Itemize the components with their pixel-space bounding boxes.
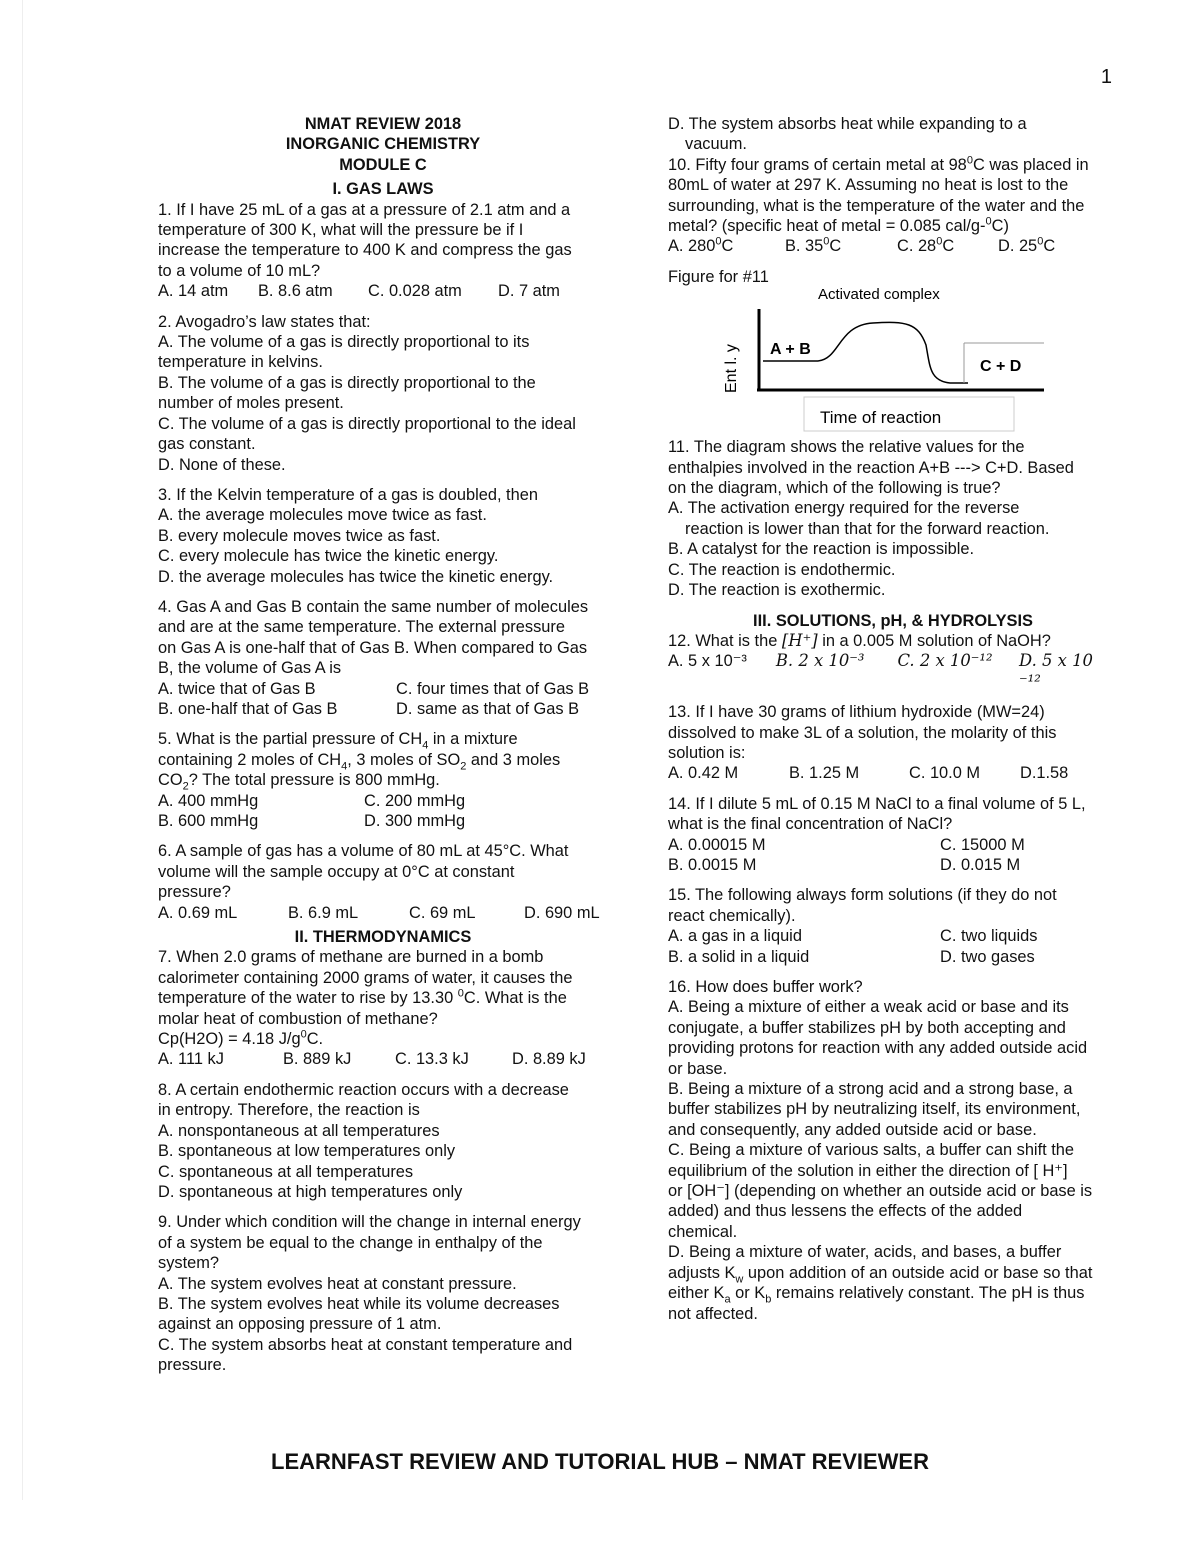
- q9-line: of a system be equal to the change in enthalpy of the: [158, 1233, 543, 1252]
- q16-line: 16. How does buffer work?: [668, 978, 863, 996]
- q1-choice-c: C. 0.028 atm: [368, 282, 462, 301]
- q7-stem-line: Cp(H2O) = 4.18 $J/g^0C$.: [158, 1028, 324, 1049]
- enthalpy-diagram: [668, 287, 1118, 433]
- page-number: 1: [1100, 66, 1112, 88]
- q1-stem-line: temperature of 300 K, what will the pressure be if I: [158, 221, 524, 240]
- q2-line: gas constant.: [158, 435, 256, 454]
- q10-choice-a: A. $280^0C$: [668, 235, 734, 256]
- q1-choice-a: A. 14 atm: [158, 282, 229, 301]
- q4-stem-line: on Gas A is one-half that of Gas B. When compared to Gas: [158, 638, 588, 657]
- q16-line: D. Being a mixture of water, acids, and bases, a buffer: [668, 1243, 1062, 1262]
- q11-line: 11. The diagram shows the relative values for the: [668, 438, 1025, 457]
- q5-choices-row-2: [158, 811, 608, 831]
- q13-line: solution is:: [668, 743, 746, 762]
- q11-line: reaction is lower than that for the forward reaction.: [685, 519, 1050, 538]
- x-axis-label: Time of reaction: [820, 408, 942, 428]
- q7-stem-line: calorimeter containing 2000 grams of water, it causes the: [158, 968, 573, 987]
- question-7: [158, 947, 608, 1069]
- q7-choice-a: A. 111 kJ: [158, 1050, 224, 1069]
- q5-choice-d: D. 300 mmHg: [364, 812, 466, 830]
- q5-stem-line: 5. What is the partial pressure of $CH_4$ in a mixture: [158, 730, 518, 752]
- q3-line: A. the average molecules move twice as fast.: [158, 506, 487, 525]
- q6-choice-d: D. 690 mL: [524, 903, 600, 922]
- q16-line: not affected.: [668, 1304, 758, 1323]
- question-3: [158, 485, 608, 587]
- q2-line: C. The volume of a gas is directly proportional to the ideal: [158, 414, 576, 433]
- q4-choice-b: B. one-half that of Gas B: [158, 699, 338, 718]
- q10-choice-c: C. $28^0C$: [897, 235, 955, 256]
- q16-line: equilibrium of the solution in either the direction of [ H⁺]: [668, 1161, 1068, 1180]
- q8-line: D. spontaneous at high temperatures only: [158, 1182, 463, 1201]
- question-9: [158, 1212, 608, 1375]
- q5-choice-b: B. 600 mmHg: [158, 812, 259, 830]
- question-2: [158, 312, 608, 475]
- q6-choice-a: A. 0.69 mL: [158, 903, 238, 922]
- q14-line: what is the final concentration of NaCl?: [668, 815, 953, 834]
- q11-line: B. A catalyst for the reaction is impossible.: [668, 540, 975, 559]
- q13-line: dissolved to make 3L of a solution, the molarity of this: [668, 723, 1057, 742]
- q14-choice-d: D. 0.015 M: [940, 855, 1021, 874]
- q9-line: system?: [158, 1254, 220, 1273]
- q10-stem-line: 80mL of water at 297 K. Assuming no heat is lost to the: [668, 176, 1069, 195]
- q1-stem-line: 1. If I have 25 mL of a gas at a pressure of 2.1 atm and a: [158, 200, 571, 219]
- question-5: [158, 729, 608, 831]
- question-13: [668, 702, 1118, 784]
- activated-complex-label: Activated complex: [818, 287, 940, 304]
- q1-choice-b: B. 8.6 atm: [258, 282, 333, 301]
- q12-choices: [668, 651, 1118, 692]
- q4-choice-c: C. four times that of Gas B: [396, 679, 590, 698]
- q16-line: A. Being a mixture of either a weak acid or base and its: [668, 998, 1069, 1017]
- q6-choice-c: C. 69 mL: [409, 903, 476, 922]
- q8-line: in entropy. Therefore, the reaction is: [158, 1101, 420, 1120]
- q5-stem-line: $CO_2$? The total pressure is 800 mmHg.: [158, 771, 440, 793]
- q12-stem: 12. What is the [H⁺] in a 0.005 M solution of NaOH?: [668, 630, 1051, 650]
- q15-choice-b: B. a solid in a liquid: [668, 947, 810, 966]
- q2-line: D. None of these.: [158, 455, 286, 474]
- q1-choices: [158, 281, 608, 301]
- q13-choices: [668, 763, 1118, 783]
- reactants-label: A + B: [770, 341, 811, 359]
- question-16: [668, 977, 1118, 1324]
- q10-choices: [668, 236, 1118, 256]
- q1-stem-line: increase the temperature to 400 K and compress the gas: [158, 241, 572, 260]
- q5-stem-line: containing 2 moles of $CH_4$, 3 moles of $SO_2$ and 3 moles: [158, 750, 561, 773]
- q16-line: or base.: [668, 1059, 728, 1078]
- q9-choice-d-cont: vacuum.: [685, 135, 747, 154]
- q15-choices-row-1: [668, 926, 1118, 946]
- q14-choice-b: B. 0.0015 M: [668, 855, 757, 874]
- q15-line: react chemically).: [668, 906, 796, 925]
- q13-choice-d: D.1.58: [1020, 764, 1069, 783]
- q2-line: temperature in kelvins.: [158, 353, 323, 372]
- q16-line: C. Being a mixture of various salts, a buffer can shift the: [668, 1141, 1075, 1160]
- q12-choice-c: C. 2 x 10⁻¹²: [897, 651, 993, 671]
- q11-line: A. The activation energy required for the reverse: [668, 499, 1020, 518]
- q15-choice-a: A. a gas in a liquid: [668, 927, 802, 946]
- q3-line: C. every molecule has twice the kinetic energy.: [158, 547, 499, 566]
- title-line-3: MODULE C: [339, 155, 427, 174]
- q2-line: number of moles present.: [158, 394, 344, 413]
- q3-line: D. the average molecules has twice the kinetic energy.: [158, 567, 554, 586]
- figure-caption: Figure for #11: [668, 267, 769, 286]
- q12-choice-b: B. 2 x 10⁻³: [775, 651, 865, 671]
- q9-line: against an opposing pressure of 1 atm.: [158, 1315, 442, 1334]
- q9-line: A. The system evolves heat at constant pressure.: [158, 1274, 517, 1293]
- q14-line: 14. If I dilute 5 mL of 0.15 M NaCl to a final volume of 5 L,: [668, 794, 1086, 813]
- question-12: [668, 631, 1118, 692]
- q8-line: 8. A certain endothermic reaction occurs with a decrease: [158, 1080, 569, 1099]
- question-6: [158, 841, 608, 923]
- q7-choices: [158, 1049, 608, 1069]
- q13-choice-c: C. 10.0 M: [909, 764, 981, 783]
- q10-stem-line: metal? (specific heat of metal = 0.085 cal/g-$^0$C): [668, 215, 1009, 236]
- q15-choice-c: C. two liquids: [940, 927, 1038, 946]
- q8-line: A. nonspontaneous at all temperatures: [158, 1121, 440, 1140]
- q13-choice-b: B. 1.25 M: [789, 764, 860, 783]
- q6-stem-line: volume will the sample occupy at 0°C at constant: [158, 862, 515, 881]
- q2-line: 2. Avogadro’s law states that:: [158, 312, 371, 331]
- q13-choice-a: A. 0.42 M: [668, 764, 739, 783]
- energy-curve: [818, 323, 968, 384]
- q16-line: buffer stabilizes pH by neutralizing itself, its environment,: [668, 1100, 1081, 1119]
- q9-choice-d: D. The system absorbs heat while expanding to a: [668, 115, 1027, 133]
- q12-choice-a: A. 5 x 10⁻³: [668, 652, 747, 671]
- q16-line: chemical.: [668, 1222, 738, 1241]
- q3-line: B. every molecule moves twice as fast.: [158, 526, 441, 545]
- q12-choice-d: D. 5 x 10 ⁻¹²: [1019, 651, 1093, 691]
- section-gas-laws: I. GAS LAWS: [332, 180, 434, 199]
- question-10: [668, 155, 1118, 257]
- q4-choices-row-2: [158, 699, 608, 719]
- question-15: [668, 885, 1118, 967]
- q5-choice-a: A. 400 mmHg: [158, 791, 259, 810]
- q14-choice-a: A. 0.00015 M: [668, 835, 766, 854]
- section-solutions: III. SOLUTIONS, pH, & HYDROLYSIS: [753, 611, 1033, 630]
- page-edge-line: [22, 0, 23, 1500]
- title-line-2: INORGANIC CHEMISTRY: [285, 135, 481, 154]
- title-line-1: NMAT REVIEW 2018: [304, 115, 462, 133]
- q10-stem-line: surrounding, what is the temperature of the water and the: [668, 196, 1085, 215]
- q6-stem-line: pressure?: [158, 883, 231, 902]
- q6-stem-line: 6. A sample of gas has a volume of 80 mL at 45°C. What: [158, 842, 569, 861]
- q9-line: pressure.: [158, 1356, 227, 1375]
- question-8: [158, 1080, 608, 1202]
- q4-choice-a: A. twice that of Gas B: [158, 679, 316, 698]
- q7-choice-d: D. 8.89 kJ: [512, 1050, 586, 1069]
- q15-choice-d: D. two gases: [940, 947, 1035, 966]
- q16-line: and consequently, any added outside acid or base.: [668, 1120, 1037, 1139]
- q10-choice-d: D. $25^0C$: [998, 235, 1056, 256]
- q10-choice-b: B. $35^0C$: [785, 235, 842, 256]
- q10-stem-line: 10. Fifty four grams of certain metal at $98^0C$ was placed in: [668, 154, 1089, 174]
- q15-line: 15. The following always form solutions (if they do not: [668, 886, 1057, 905]
- q7-stem-line: 7. When 2.0 grams of methane are burned in a bomb: [158, 948, 544, 967]
- q16-line: adjusts $K_w$ upon addition of an outside acid or base so that: [668, 1263, 1093, 1285]
- q11-line: D. The reaction is exothermic.: [668, 581, 886, 600]
- right-column: [668, 114, 1118, 1324]
- q11-line: on the diagram, which of the following is true?: [668, 479, 1001, 498]
- q6-choices: [158, 903, 608, 923]
- q9-line: B. The system evolves heat while its volume decreases: [158, 1294, 560, 1313]
- q1-stem-line: to a volume of 10 mL?: [158, 261, 321, 280]
- q7-stem-line: molar heat of combustion of methane?: [158, 1009, 438, 1028]
- page-footer: LEARNFAST REVIEW AND TUTORIAL HUB – NMAT REVIEWER: [271, 1449, 929, 1474]
- q16-line: either $K_a$ or $K_b$ remains relatively constant. The pH is thus: [668, 1284, 1085, 1306]
- q16-line: B. Being a mixture of a strong acid and a strong base, a: [668, 1080, 1073, 1099]
- q5-choice-c: C. 200 mmHg: [364, 791, 466, 810]
- q4-choices-row-1: [158, 679, 608, 699]
- q2-line: B. The volume of a gas is directly proportional to the: [158, 373, 536, 392]
- q7-choice-c: C. 13.3 kJ: [395, 1050, 469, 1069]
- q8-line: B. spontaneous at low temperatures only: [158, 1142, 456, 1161]
- q14-choices-row-1: [668, 835, 1118, 855]
- q3-line: 3. If the Kelvin temperature of a gas is doubled, then: [158, 485, 538, 504]
- q4-stem-line: B, the volume of Gas A is: [158, 659, 342, 678]
- q9-line: 9. Under which condition will the change in internal energy: [158, 1213, 581, 1232]
- question-11: [668, 437, 1118, 600]
- q11-line: C. The reaction is endothermic.: [668, 560, 896, 579]
- q16-line: added) and thus lessens the effects of the added: [668, 1202, 1023, 1221]
- q7-choice-b: B. 889 kJ: [283, 1050, 352, 1069]
- question-1: [158, 200, 608, 302]
- products-label: C + D: [980, 358, 1022, 376]
- q14-choice-c: C. 15000 M: [940, 835, 1025, 854]
- q2-line: A. The volume of a gas is directly proportional to its: [158, 333, 530, 352]
- q9-line: C. The system absorbs heat at constant temperature and: [158, 1335, 573, 1354]
- q5-choices-row-1: [158, 791, 608, 811]
- q16-line: providing protons for reaction with any added outside acid: [668, 1039, 1088, 1058]
- q15-choices-row-2: [668, 947, 1118, 967]
- q11-line: enthalpies involved in the reaction A+B ---> C+D. Based: [668, 458, 1074, 477]
- q4-stem-line: 4. Gas A and Gas B contain the same number of molecules: [158, 597, 589, 616]
- q6-choice-b: B. 6.9 mL: [288, 903, 359, 922]
- q16-line: conjugate, a buffer stabilizes pH by both accepting and: [668, 1018, 1066, 1037]
- q4-stem-line: and are at the same temperature. The external pressure: [158, 618, 565, 637]
- q13-line: 13. If I have 30 grams of lithium hydroxide (MW=24): [668, 703, 1045, 722]
- q1-choice-d: D. 7 atm: [498, 282, 560, 301]
- left-column: [158, 114, 608, 1376]
- section-thermodynamics: II. THERMODYNAMICS: [294, 928, 472, 947]
- y-axis-label: Ent l. y: [723, 344, 740, 394]
- q8-line: C. spontaneous at all temperatures: [158, 1162, 414, 1181]
- q4-choice-d: D. same as that of Gas B: [396, 699, 580, 718]
- q14-choices-row-2: [668, 855, 1118, 875]
- question-4: [158, 597, 608, 719]
- q16-line: or [OH⁻] (depending on whether an outside acid or base is: [668, 1182, 1093, 1201]
- q7-stem-line: temperature of the water to rise by 13.30 $^0$C. What is the: [158, 987, 567, 1008]
- question-14: [668, 794, 1118, 876]
